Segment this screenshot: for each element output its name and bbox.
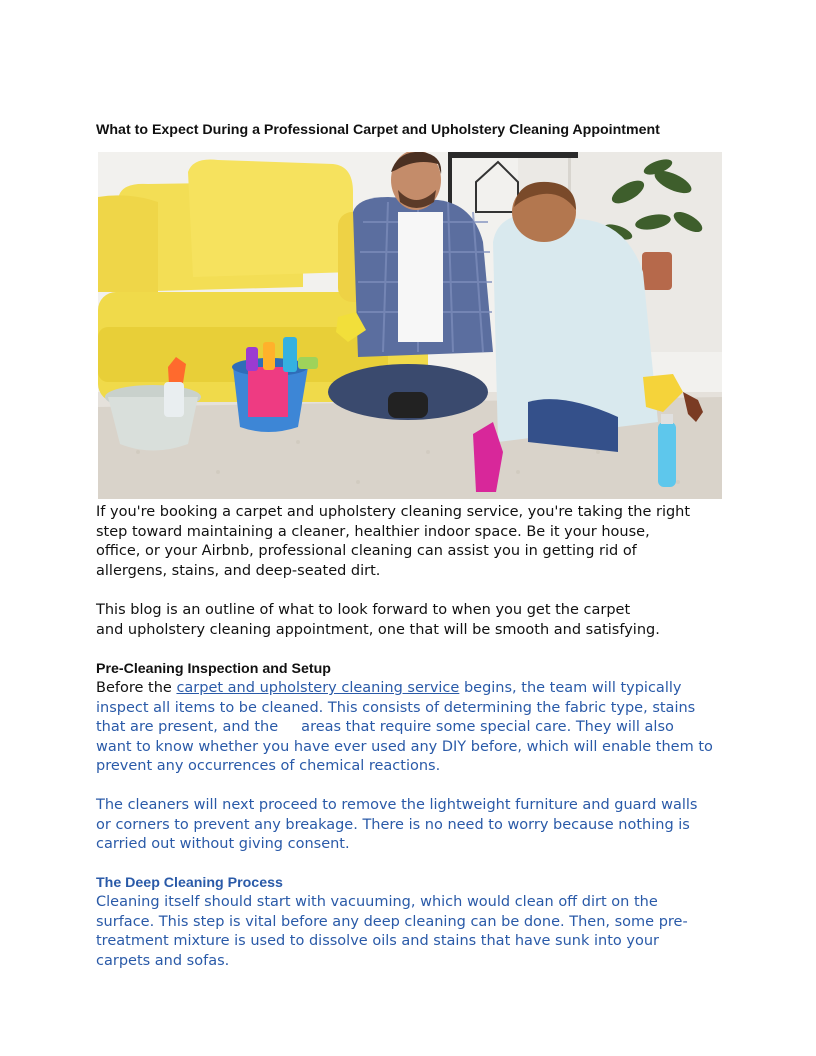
text-line: want to know whether you have ever used any DIY before, which will enable them to xyxy=(96,738,713,755)
text-line: If you're booking a carpet and upholstery cleaning service, you're taking the right xyxy=(96,504,691,520)
section-1-paragraph-1 xyxy=(96,679,726,777)
section-heading-pre-cleaning: Pre-Cleaning Inspection and Setup xyxy=(96,661,331,677)
text-line: inspect all items to be cleaned. This consists of determining the fabric type, stains xyxy=(96,699,696,716)
text-line: surface. This step is vital before any deep cleaning can be done. Then, some pre- xyxy=(96,913,688,930)
text-line xyxy=(96,679,726,699)
text-suffix: begins, the team will typically xyxy=(459,680,682,696)
text-line: allergens, stains, and deep-seated dirt. xyxy=(96,562,381,579)
family-cleaning-photo xyxy=(98,152,722,499)
text-line: prevent any occurrences of chemical reactions. xyxy=(96,758,441,774)
text-line: Cleaning itself should start with vacuuming, which would clean off dirt on the xyxy=(96,894,658,910)
document-title: What to Expect During a Professional Carpet and Upholstery Cleaning Appointment xyxy=(96,122,660,138)
section-2-paragraph-1 xyxy=(96,893,726,971)
section-1-paragraph-2 xyxy=(96,796,726,855)
section-heading-deep-cleaning: The Deep Cleaning Process xyxy=(96,875,283,891)
text-line: that are present, and the areas that require some special care. They will also xyxy=(96,719,674,735)
text-line: carried out without giving consent. xyxy=(96,836,350,852)
service-link[interactable]: carpet and upholstery cleaning service xyxy=(176,680,460,696)
text-line: and upholstery cleaning appointment, one that will be smooth and satisfying. xyxy=(96,621,660,638)
text-line: This blog is an outline of what to look forward to when you get the carpet xyxy=(96,602,631,618)
text-line: or corners to prevent any breakage. There is no need to worry because nothing is xyxy=(96,816,690,833)
text-line: The cleaners will next proceed to remove the lightweight furniture and guard walls xyxy=(96,797,698,813)
text-line: step toward maintaining a cleaner, healthier indoor space. Be it your house, xyxy=(96,523,650,540)
intro-paragraph-2 xyxy=(96,601,726,640)
intro-paragraph-1 xyxy=(96,503,726,581)
text-prefix: Before the xyxy=(96,680,177,696)
text-line: carpets and sofas. xyxy=(96,952,230,969)
text-line: office, or your Airbnb, professional cleaning can assist you in getting rid of xyxy=(96,543,637,559)
text-line: treatment mixture is used to dissolve oils and stains that have sunk into your xyxy=(96,933,659,949)
